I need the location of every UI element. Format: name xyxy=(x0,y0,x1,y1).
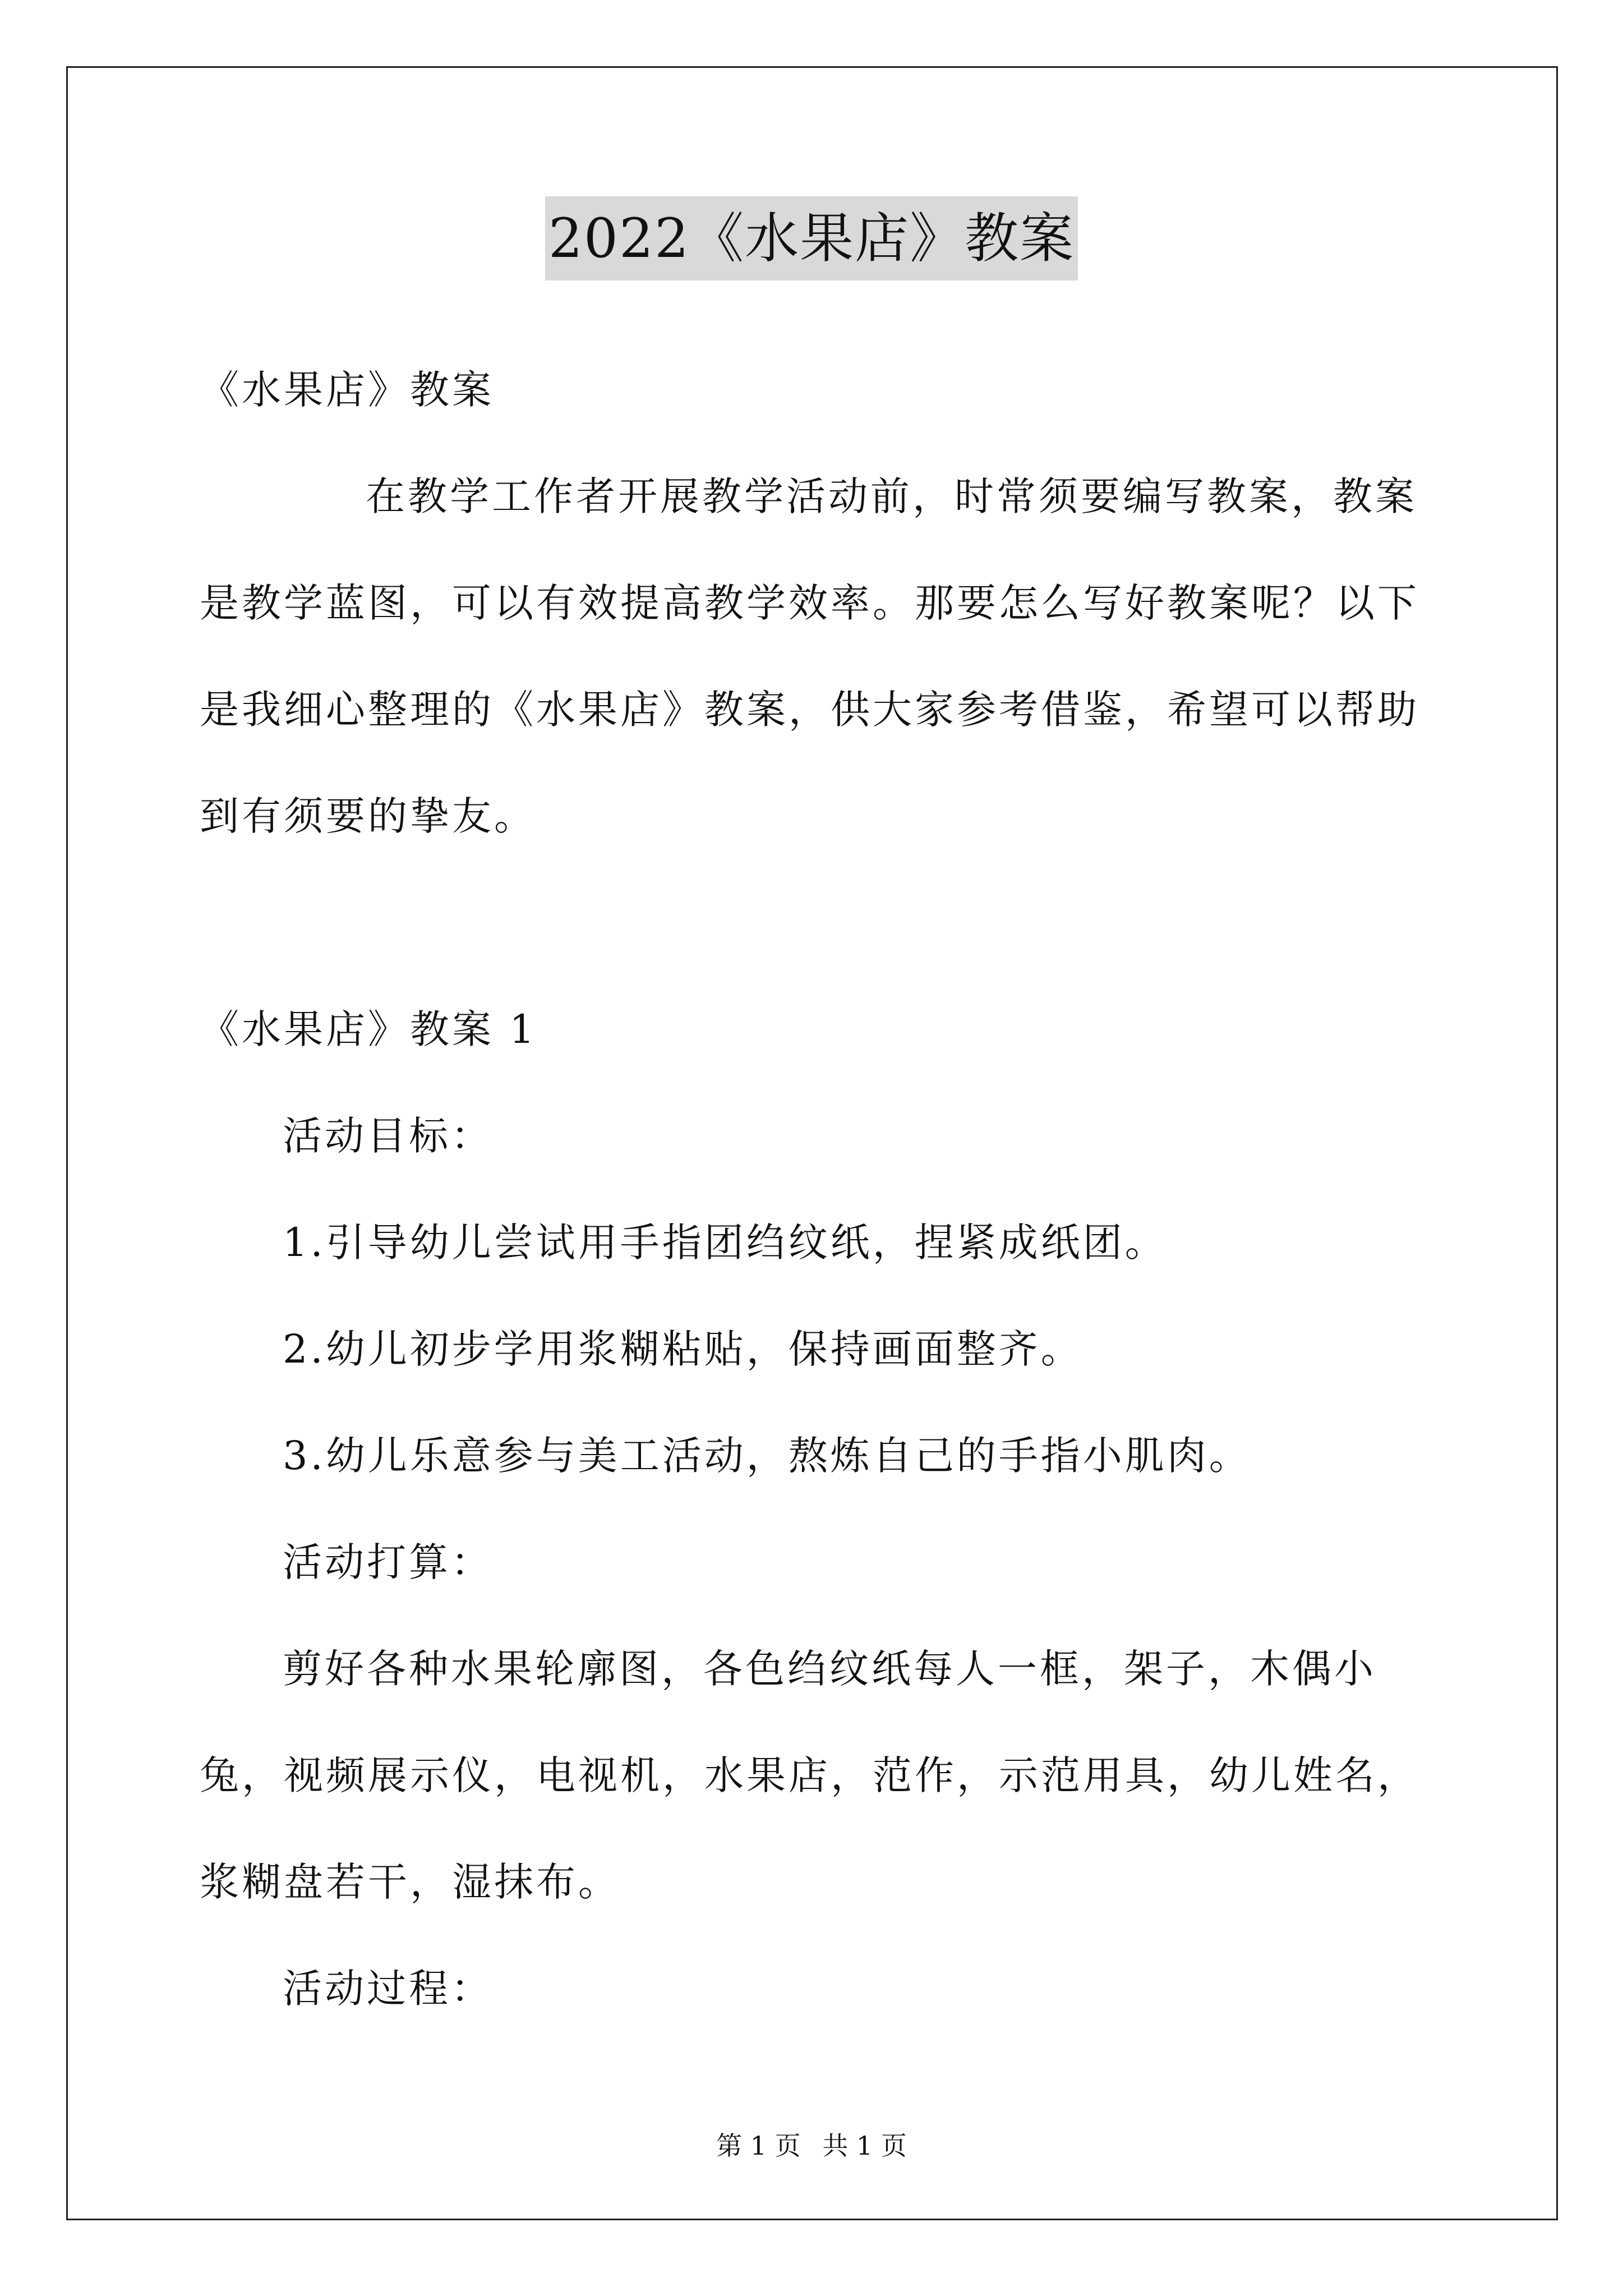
page-number: 第 1 页 xyxy=(716,2131,801,2161)
goals-label: 活动目标： xyxy=(283,1113,493,1159)
goal-item-2: 2.幼儿初步学用浆糊粘贴，保持画面整齐。 xyxy=(283,1326,1083,1372)
page-total: 共 1 页 xyxy=(822,2131,907,2161)
title-container xyxy=(0,196,1623,280)
section-heading: 《水果店》教案 1 xyxy=(200,1006,537,1052)
page-footer xyxy=(0,2129,1623,2162)
prep-paragraph: 剪好各种水果轮廓图，各色绉纹纸每人一框，架子，木偶小兔，视频展示仪，电视机，水果店，范作，示范用具，幼儿姓名，浆糊盘若干，湿抹布。 xyxy=(200,1646,1419,1905)
goal-item-3: 3.幼儿乐意参与美工活动，熬炼自己的手指小肌肉。 xyxy=(283,1433,1251,1479)
document-title: 2022《水果店》教案 xyxy=(545,196,1078,280)
goal-item-1: 1.引导幼儿尝试用手指团绉纹纸，捏紧成纸团。 xyxy=(283,1220,1167,1266)
document-body xyxy=(200,337,1433,2042)
process-label: 活动过程： xyxy=(283,1966,493,2012)
document-subtitle: 《水果店》教案 xyxy=(200,367,494,413)
paragraph-gap xyxy=(200,869,1433,976)
intro-paragraph: 在教学工作者开展教学活动前，时常须要编写教案，教案是教学蓝图，可以有效提高教学效率。那要怎么写好教案呢？以下是我细心整理的《水果店》教案，供大家参考借鉴，希望可以帮助到有须要的挚友。 xyxy=(200,473,1419,839)
prep-label: 活动打算： xyxy=(283,1539,493,1585)
